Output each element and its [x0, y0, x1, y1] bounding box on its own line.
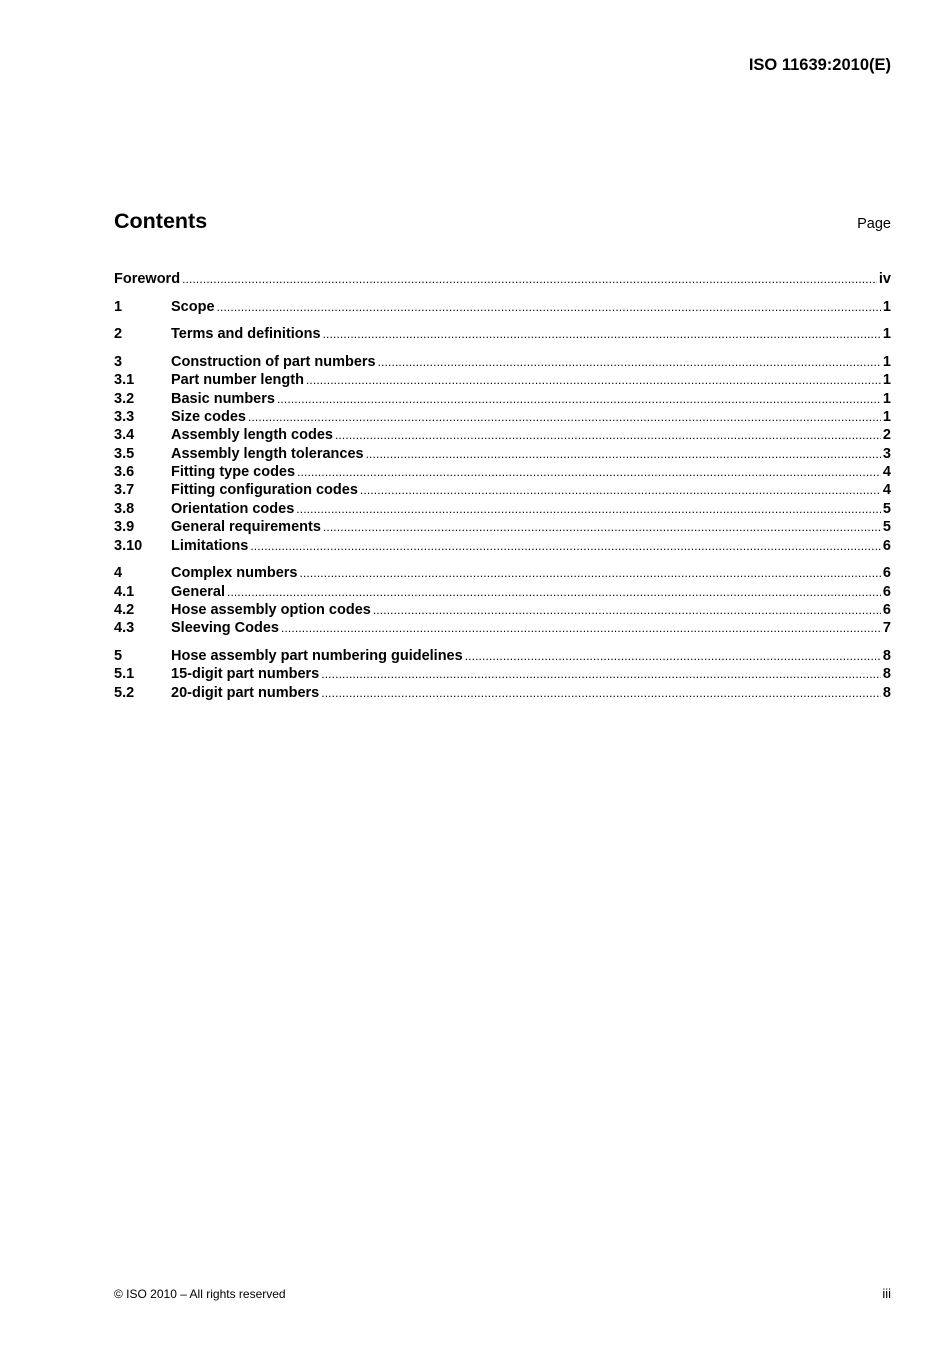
- dot-leader: [373, 601, 881, 619]
- toc-entry[interactable]: [114, 665, 891, 683]
- toc-entry-number: 5.1: [114, 666, 135, 683]
- toc-entry[interactable]: [114, 390, 891, 408]
- dot-leader: [323, 325, 881, 343]
- dot-leader: [217, 298, 881, 316]
- toc-entry-title: Fitting type codes: [171, 464, 296, 481]
- toc-entry-page: 1: [882, 298, 891, 315]
- toc-entry-title: Basic numbers: [171, 390, 275, 407]
- document-id: ISO 11639:2010(E): [748, 56, 891, 74]
- toc-entry-title: Foreword: [114, 271, 181, 287]
- toc-entry-number: 4.2: [114, 602, 135, 618]
- toc-entry-title: Sleeving Codes: [171, 620, 279, 637]
- toc-entry-title: Scope: [171, 298, 215, 315]
- toc-entry[interactable]: [114, 601, 891, 619]
- toc-entry[interactable]: [114, 583, 891, 601]
- toc-entry-page: 6: [882, 565, 891, 582]
- toc-entry-page: 4: [882, 482, 891, 499]
- toc-entry-title: Assembly length tolerances: [171, 445, 364, 462]
- toc-entry[interactable]: [114, 408, 891, 426]
- dot-leader: [300, 564, 881, 582]
- toc-entry-page: 4: [882, 464, 891, 481]
- dot-leader: [306, 371, 881, 389]
- toc-entry-page: 8: [882, 666, 891, 683]
- page-number: iii: [882, 1286, 891, 1301]
- dot-leader: [277, 390, 881, 408]
- dot-leader: [227, 583, 881, 601]
- toc-entry-foreword[interactable]: [114, 270, 891, 288]
- toc-entry-page: 7: [882, 620, 891, 637]
- toc-entry-title: Part number length: [171, 372, 304, 389]
- toc-entry-number: 3.1: [114, 372, 135, 389]
- toc-entry-page: 3: [882, 445, 891, 462]
- toc-entry-number: 1: [114, 298, 123, 315]
- toc-entry-page: 1: [882, 372, 891, 389]
- toc-entry-number: 3.8: [114, 500, 135, 517]
- toc-entry-page: 2: [882, 427, 891, 444]
- toc-entry-number: 3.9: [114, 519, 135, 536]
- dot-leader: [296, 500, 881, 518]
- toc-entry-page: 6: [882, 602, 891, 618]
- toc-entry-title: Complex numbers: [171, 565, 298, 582]
- toc-entry-title: General requirements: [171, 519, 321, 536]
- toc-entry-page: 1: [882, 326, 891, 343]
- toc-entry-page: iv: [878, 271, 891, 287]
- contents-title: Contents: [114, 209, 208, 233]
- toc-entry[interactable]: [114, 619, 891, 637]
- toc-entry[interactable]: [114, 481, 891, 499]
- toc-entry-title: 15-digit part numbers: [171, 666, 320, 683]
- toc-entry-number: 3: [114, 353, 123, 370]
- dot-leader: [360, 481, 881, 499]
- toc-entry-page: 6: [882, 537, 891, 554]
- dot-leader: [366, 445, 881, 463]
- toc-entry-title: 20-digit part numbers: [171, 684, 320, 701]
- toc-entry[interactable]: [114, 564, 891, 582]
- dot-leader: [321, 684, 881, 702]
- toc-entry[interactable]: [114, 353, 891, 371]
- toc-entry-title: Construction of part numbers: [171, 353, 376, 370]
- toc-entry-title: Fitting configuration codes: [171, 482, 358, 499]
- toc-entry-page: 8: [882, 684, 891, 701]
- toc-entry-number: 3.4: [114, 427, 135, 444]
- toc-entry[interactable]: [114, 463, 891, 481]
- toc-entry-number: 3.5: [114, 445, 135, 462]
- toc-entry-number: 3.7: [114, 482, 135, 499]
- toc-entry-page: 5: [882, 500, 891, 517]
- toc-entry-number: 4.3: [114, 620, 135, 637]
- toc-entry-page: 6: [882, 583, 891, 600]
- dot-leader: [323, 518, 881, 536]
- toc-entry[interactable]: [114, 647, 891, 665]
- toc-entry-title: Size codes: [171, 408, 246, 425]
- toc-entry[interactable]: [114, 445, 891, 463]
- dot-leader: [182, 270, 877, 288]
- copyright-notice: © ISO 2010 – All rights reserved: [114, 1287, 286, 1301]
- dot-leader: [335, 426, 881, 444]
- toc-entry-title: Orientation codes: [171, 500, 295, 517]
- toc-entry[interactable]: [114, 518, 891, 536]
- dot-leader: [378, 353, 881, 371]
- toc-entry-page: 1: [882, 390, 891, 407]
- toc-entry-number: 2: [114, 326, 123, 343]
- toc-entry-page: 1: [882, 353, 891, 370]
- toc-entry-number: 5.2: [114, 684, 135, 701]
- toc-entry[interactable]: [114, 325, 891, 343]
- toc-entry-title: Terms and definitions: [171, 326, 321, 343]
- toc-entry-number: 4: [114, 565, 123, 582]
- toc-entry-number: 3.6: [114, 464, 135, 481]
- toc-entry-title: Assembly length codes: [171, 427, 333, 444]
- dot-leader: [297, 463, 881, 481]
- toc-entry-number: 3.2: [114, 390, 135, 407]
- toc-entry-number: 4.1: [114, 583, 135, 600]
- toc-entry-number: 3.3: [114, 408, 135, 425]
- toc-entry-number: 5: [114, 647, 123, 664]
- dot-leader: [321, 665, 881, 683]
- dot-leader: [281, 619, 881, 637]
- toc-entry[interactable]: [114, 426, 891, 444]
- toc-entry[interactable]: [114, 371, 891, 389]
- toc-entry-page: 5: [882, 519, 891, 536]
- dot-leader: [250, 537, 881, 555]
- dot-leader: [465, 647, 881, 665]
- dot-leader: [248, 408, 881, 426]
- toc-entry-page: 8: [882, 647, 891, 664]
- toc-entry[interactable]: [114, 500, 891, 518]
- page-column-label: Page: [857, 216, 891, 232]
- table-of-contents: [114, 270, 891, 702]
- toc-entry-title: Limitations: [171, 537, 249, 554]
- toc-entry-title: Hose assembly option codes: [171, 602, 371, 618]
- toc-entry-page: 1: [882, 408, 891, 425]
- toc-entry[interactable]: [114, 684, 891, 702]
- toc-entry[interactable]: [114, 298, 891, 316]
- toc-entry[interactable]: [114, 537, 891, 555]
- toc-entry-title: Hose assembly part numbering guidelines: [171, 647, 463, 664]
- toc-entry-title: General: [171, 583, 225, 600]
- toc-entry-number: 3.10: [114, 537, 143, 554]
